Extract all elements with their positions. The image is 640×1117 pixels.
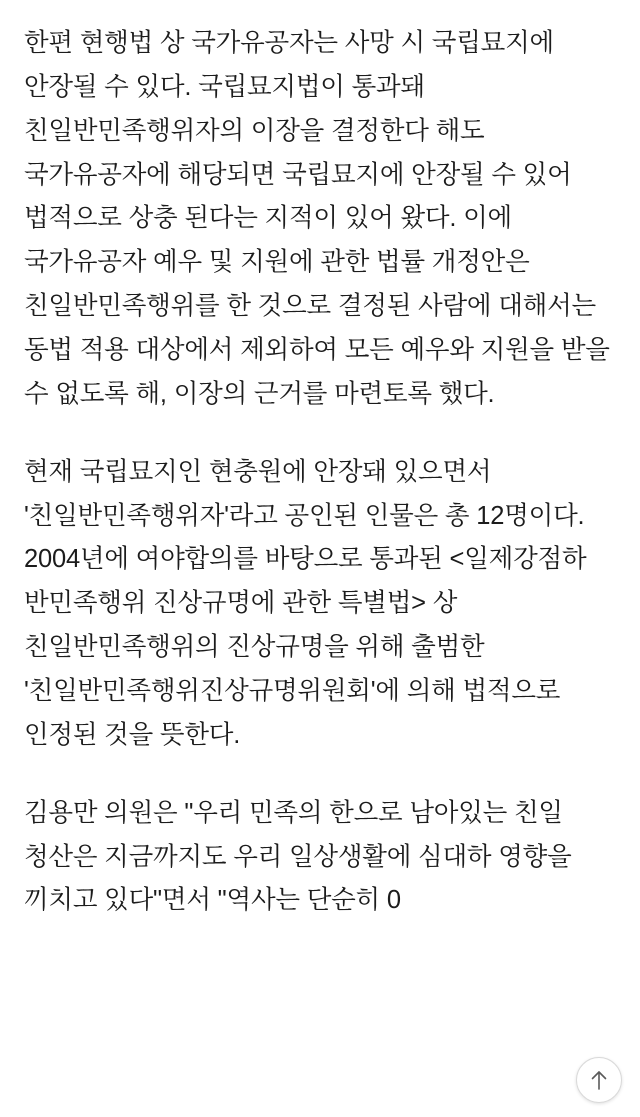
- article-paragraph: 한편 현행법 상 국가유공자는 사망 시 국립묘지에 안장될 수 있다. 국립묘지법이 통과돼 친일반민족행위자의 이장을 결정한다 해도 국가유공자에 해당되면 국립묘지에 안장될 수 있어 법적으로 상충 된다는 지적이 있어 왔다. 이에 국가유공자 예우 및 지원에 관한 법률 개정안은 친일반민족행위를 한 것으로 결정된 사람에 대해서는 동법 적용 대상에서 제외하여 모든 예우와 지원을 받을 수 없도록 해, 이장의 근거를 마련토록 했다.: [24, 29, 617, 408]
- scroll-to-top-button[interactable]: [576, 1057, 622, 1103]
- article-paragraph: 김용만 의원은 "우리 민족의 한으로 남아있는 친일 청산은 지금까지도 우리 일상생활에 심대하 영향을 끼치고 있다"면서 "역사는 단순히 0: [24, 798, 579, 915]
- article-paragraph: 현재 국립묘지인 현충원에 안장돼 있으면서 '친일반민족행위자'라고 공인된 인물은 총 12명이다. 2004년에 여야합의를 바탕으로 통과된 <일제강점하 반민족행위 진상규명에 관한 특별법> 상 친일반민족행위의 진상규명을 위해 출범한 '친일반민족행위진상규명위원회'에 의해 법적으로 인정된 것을 뜻한다.: [24, 457, 594, 749]
- arrow-up-icon: [588, 1068, 610, 1092]
